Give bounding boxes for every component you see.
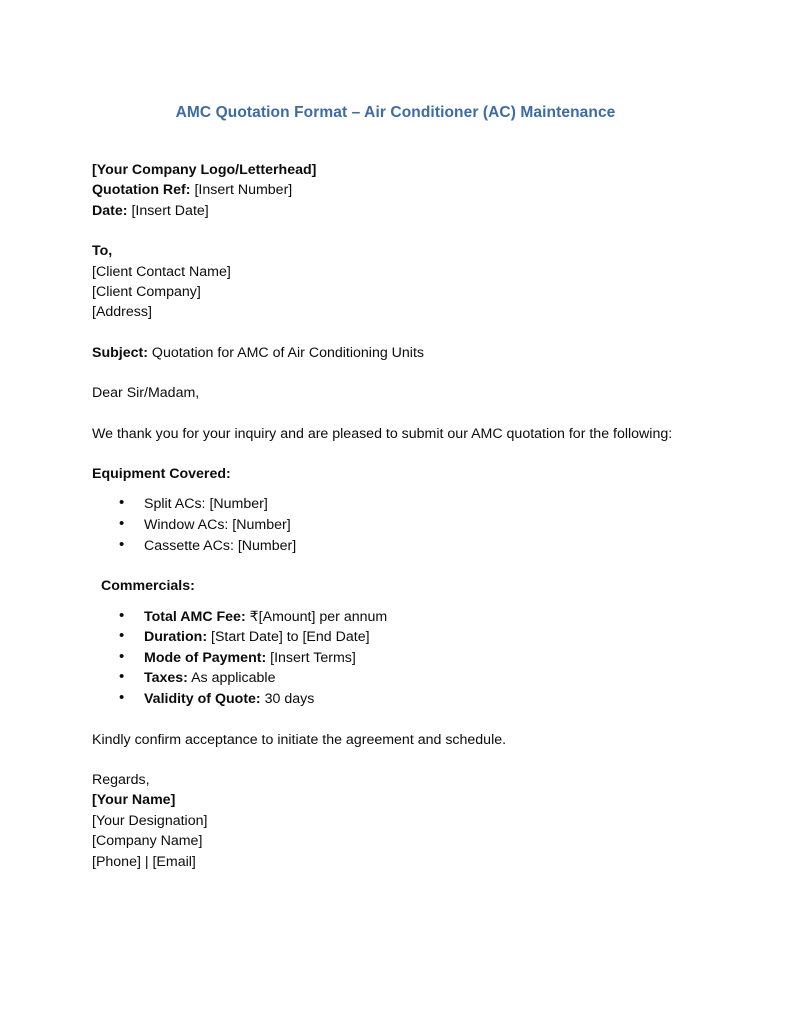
signer-designation: [Your Designation] (92, 812, 208, 829)
to-label: To, (92, 243, 113, 260)
intro-paragraph: We thank you for your inquiry and are pleased to submit our AMC quotation for the following: (92, 425, 673, 442)
letterhead-line: [Your Company Logo/Letterhead] (92, 162, 317, 178)
signer-company: [Company Name] (92, 833, 203, 850)
list-item: • Split ACs: [Number] (119, 494, 692, 515)
equipment-list (92, 494, 692, 556)
closing-request: Kindly confirm acceptance to initiate the agreement and schedule. (92, 731, 507, 748)
client-address: [Address] (92, 304, 152, 321)
commercials-heading: Commercials: (101, 578, 195, 595)
subject-value: Quotation for AMC of Air Conditioning Units (151, 344, 424, 361)
spacer (92, 404, 692, 424)
salutation: Dear Sir/Madam, (92, 385, 200, 402)
list-item (119, 607, 692, 628)
spacer (92, 363, 692, 383)
equipment-heading: Equipment Covered: (92, 466, 231, 483)
spacer (92, 750, 692, 770)
list-item-value: ₹[Amount] per annum (249, 608, 388, 625)
spacer (92, 710, 692, 730)
document-body (92, 160, 692, 872)
list-item-value: 30 days (264, 691, 315, 708)
spacer (92, 221, 692, 241)
subject-line (92, 343, 692, 363)
signer-name: [Your Name] (92, 792, 176, 809)
client-company: [Client Company] (92, 284, 201, 301)
quotation-ref-line (92, 180, 692, 200)
list-item-label: Taxes: (144, 670, 188, 687)
spacer (92, 323, 692, 343)
list-item (119, 668, 692, 689)
date-value: [Insert Date] (131, 202, 209, 219)
commercials-list (92, 607, 692, 710)
spacer (92, 484, 692, 494)
spacer (92, 597, 692, 607)
page-title: AMC Quotation Format – Air Conditioner (AC) Maintenance (175, 104, 616, 121)
quotation-ref-value: [Insert Number] (194, 182, 293, 199)
regards-line: Regards, (92, 772, 150, 789)
quotation-ref-label: Quotation Ref: (92, 182, 191, 199)
list-item (119, 648, 692, 669)
date-line (92, 201, 692, 221)
client-contact-name: [Client Contact Name] (92, 263, 231, 280)
spacer (92, 444, 692, 464)
list-item (119, 627, 692, 648)
signer-contact: [Phone] | [Email] (92, 853, 196, 870)
list-item-label: Mode of Payment: (144, 649, 267, 666)
list-item-value: [Start Date] to [End Date] (211, 629, 370, 646)
list-item-label: Validity of Quote: (144, 691, 261, 708)
list-item-value: As applicable (191, 670, 276, 687)
list-item-label: Total AMC Fee: (144, 608, 246, 625)
list-item-label: Duration: (144, 629, 208, 646)
list-item: • Cassette ACs: [Number] (119, 536, 692, 557)
spacer (92, 556, 692, 576)
list-item: • Window ACs: [Number] (119, 515, 692, 536)
list-item (119, 689, 692, 710)
date-label: Date: (92, 202, 128, 219)
subject-label: Subject: (92, 344, 148, 361)
list-item-value: [Insert Terms] (270, 649, 356, 666)
